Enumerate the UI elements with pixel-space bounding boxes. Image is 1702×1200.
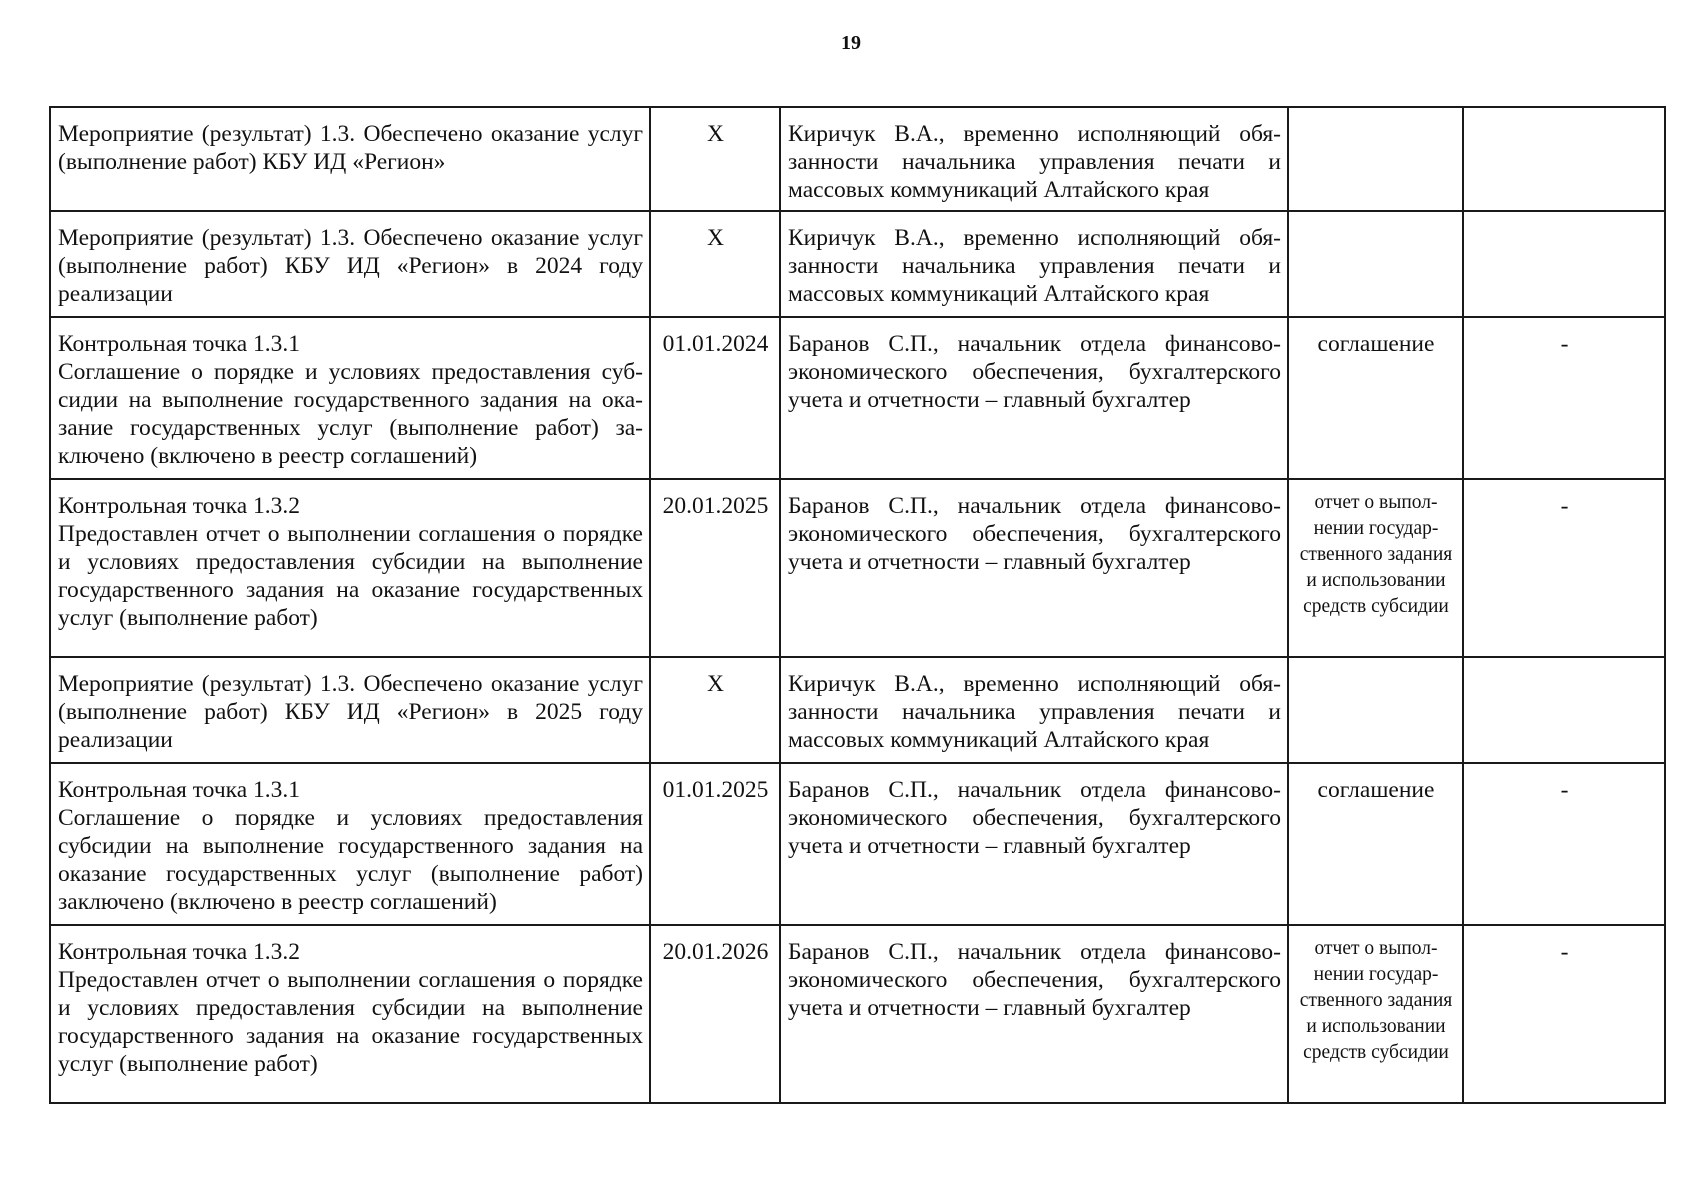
- checkpoint-description: Соглашение о порядке и условиях предоставления субсидии на выполнение государственного задания на оказание государственных услуг (выполнение работ) заключено (включено в реестр соглашений): [58, 359, 643, 469]
- table-row: [50, 763, 1665, 925]
- document-cell: соглашение: [1288, 317, 1463, 479]
- checkpoint-title: Контрольная точка 1.3.2: [58, 493, 300, 519]
- responsible-cell: Киричук В.А., временно исполняющий обязанности начальника управления печати и массовых коммуникаций Алтайского края: [780, 211, 1288, 317]
- activity-name-cell: [50, 657, 650, 763]
- document-cell: отчет о выполнении государственного задания и использовании средств субсидии: [1288, 925, 1463, 1103]
- activity-name-cell: [50, 763, 650, 925]
- table-row: [50, 925, 1665, 1103]
- table-row: [50, 211, 1665, 317]
- activity-name-cell: [50, 479, 650, 657]
- document-cell: [1288, 211, 1463, 317]
- activity-name-cell: [50, 925, 650, 1103]
- deadline-cell: 20.01.2025: [650, 479, 780, 657]
- deadline-cell: Х: [650, 107, 780, 211]
- page-number: 19: [841, 32, 861, 54]
- info-system-cell: -: [1463, 925, 1665, 1103]
- responsible-cell: Баранов С.П., начальник отдела финансово-экономического обеспечения, бухгалтерского учета и отчетности – главный бухгалтер: [780, 925, 1288, 1103]
- info-system-cell: -: [1463, 317, 1665, 479]
- deadline-cell: Х: [650, 211, 780, 317]
- deadline-cell: 20.01.2026: [650, 925, 780, 1103]
- table-row: [50, 317, 1665, 479]
- document-cell: [1288, 107, 1463, 211]
- table-row: [50, 479, 1665, 657]
- responsible-cell: Киричук В.А., временно исполняющий обязанности начальника управления печати и массовых коммуникаций Алтайского края: [780, 107, 1288, 211]
- info-system-cell: -: [1463, 479, 1665, 657]
- info-system-cell: [1463, 657, 1665, 763]
- checkpoint-description: Соглашение о порядке и условиях предоставления субсидии на выполнение государственного задания на оказание государственных услуг (выполнение работ) заключено (включено в реестр соглашений): [58, 805, 643, 915]
- activity-name-text: Мероприятие (результат) 1.3. Обеспечено оказание услуг (выполнение работ) КБУ ИД «Регион»: [58, 121, 643, 175]
- responsible-cell: Баранов С.П., начальник отдела финансово-экономического обеспечения, бухгалтерского учета и отчетности – главный бухгалтер: [780, 763, 1288, 925]
- responsible-cell: Киричук В.А., временно исполняющий обязанности начальника управления печати и массовых коммуникаций Алтайского края: [780, 657, 1288, 763]
- info-system-cell: [1463, 107, 1665, 211]
- document-cell: отчет о выполнении государственного задания и использовании средств субсидии: [1288, 479, 1463, 657]
- document-cell: [1288, 657, 1463, 763]
- checkpoint-title: Контрольная точка 1.3.1: [58, 777, 300, 803]
- activity-name-cell: [50, 211, 650, 317]
- activity-name-cell: [50, 317, 650, 479]
- activities-table: [49, 106, 1666, 1104]
- activity-name-cell: [50, 107, 650, 211]
- document-cell: соглашение: [1288, 763, 1463, 925]
- deadline-cell: 01.01.2025: [650, 763, 780, 925]
- deadline-cell: 01.01.2024: [650, 317, 780, 479]
- activity-name-text: Мероприятие (результат) 1.3. Обеспечено оказание услуг (выполнение работ) КБУ ИД «Регион» в 2025 году реализации: [58, 671, 643, 753]
- table-row: [50, 657, 1665, 763]
- info-system-cell: -: [1463, 763, 1665, 925]
- checkpoint-description: Предоставлен отчет о выполнении соглашения о порядке и условиях предоставления субсидии на выполнение государственного задания на оказание государственных услуг (выполнение работ): [58, 967, 643, 1077]
- responsible-cell: Баранов С.П., начальник отдела финансово-экономического обеспечения, бухгалтерского учета и отчетности – главный бухгалтер: [780, 479, 1288, 657]
- info-system-cell: [1463, 211, 1665, 317]
- deadline-cell: Х: [650, 657, 780, 763]
- table-row: [50, 107, 1665, 211]
- activity-name-text: Мероприятие (результат) 1.3. Обеспечено оказание услуг (выполнение работ) КБУ ИД «Регион» в 2024 году реализации: [58, 225, 643, 307]
- checkpoint-title: Контрольная точка 1.3.1: [58, 331, 300, 357]
- checkpoint-description: Предоставлен отчет о выполнении соглашения о порядке и условиях предоставления субсидии на выполнение государственного задания на оказание государственных услуг (выполнение работ): [58, 521, 643, 631]
- responsible-cell: Баранов С.П., начальник отдела финансово-экономического обеспечения, бухгалтерского учета и отчетности – главный бухгалтер: [780, 317, 1288, 479]
- checkpoint-title: Контрольная точка 1.3.2: [58, 939, 300, 965]
